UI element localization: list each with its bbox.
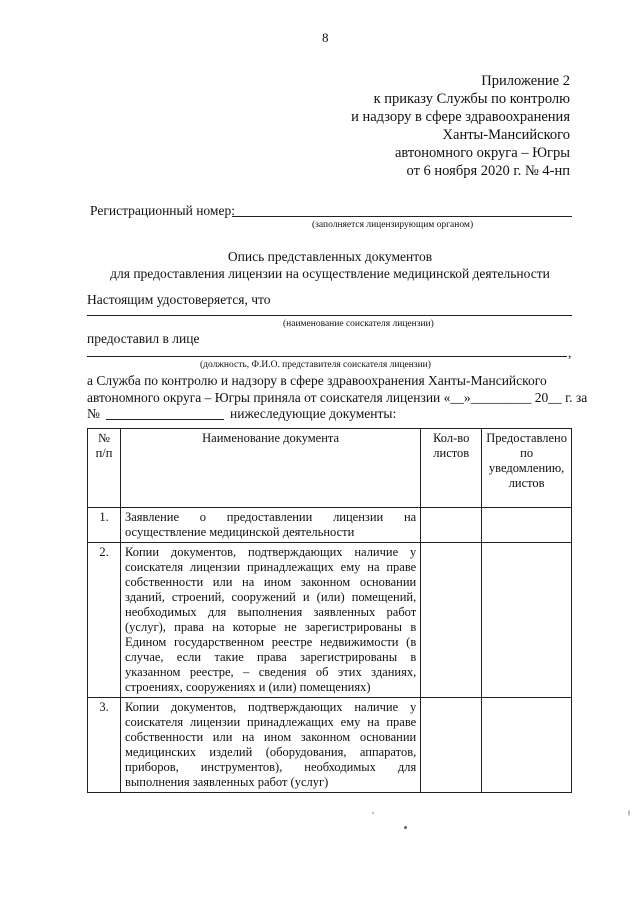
header-sheets: Кол-во листов — [421, 429, 482, 508]
acceptance-line-2: автономного округа – Югры приняла от соискателя лицензии «__»_________ 20__ г. за — [87, 390, 588, 405]
applicant-name-line — [87, 315, 572, 316]
certify-text: Настоящим удостоверяется, что — [87, 292, 271, 307]
row-sheets — [421, 698, 482, 793]
acceptance-line-3: нижеследующие документы: — [230, 406, 397, 421]
registration-number-line — [232, 216, 572, 217]
table-row — [88, 698, 572, 793]
row-notified — [482, 543, 572, 698]
header-name: Наименование документа — [121, 429, 421, 508]
row-text: Копии документов, подтверждающих наличие у соискателя лицензии принадлежащих ему на праве собственности или на ином законном основании зданий, строений, сооружений и (или) помещений, необходимых для выполнения заявленных работ (услуг), права на которые не зарегистрированы в Едином государственном реестре недвижимости (в случае, если такие права зарегистрированы в указанном реестре, – сведения об этих зданиях, строениях, сооружениях и (или) помещениях) — [121, 543, 421, 698]
table-header-row — [88, 429, 572, 508]
row-num: 2. — [88, 543, 121, 698]
appendix-header — [250, 72, 570, 180]
registration-note: (заполняется лицензирующим органом) — [312, 220, 474, 230]
scan-speck — [372, 812, 374, 814]
appendix-line: и надзору в сфере здравоохранения — [351, 109, 570, 125]
represented-by-text: предоставил в лице — [87, 331, 200, 346]
row-sheets — [421, 543, 482, 698]
document-title — [90, 248, 570, 282]
header-notified: Предоставлено по уведомлению, листов — [482, 429, 572, 508]
row-notified — [482, 698, 572, 793]
acceptance-line-1: а Служба по контролю и надзору в сфере здравоохранения Ханты-Мансийского — [87, 373, 547, 388]
row-notified — [482, 508, 572, 543]
row-sheets — [421, 508, 482, 543]
documents-table — [87, 428, 572, 793]
table-row — [88, 508, 572, 543]
appendix-line: к приказу Службы по контролю — [373, 91, 570, 107]
representative-line — [87, 356, 567, 357]
acceptance-number-line — [106, 419, 224, 420]
comma: , — [568, 345, 572, 360]
table-row — [88, 543, 572, 698]
row-text: Заявление о предоставлении лицензии на осуществление медицинской деятельности — [121, 508, 421, 543]
applicant-note: (наименование соискателя лицензии) — [283, 319, 434, 329]
title-line: для предоставления лицензии на осуществление медицинской деятельности — [110, 266, 550, 281]
appendix-line: автономного округа – Югры — [394, 145, 570, 161]
page-number: 8 — [322, 30, 329, 45]
row-num: 1. — [88, 508, 121, 543]
appendix-line: Приложение 2 — [481, 73, 570, 89]
row-num: 3. — [88, 698, 121, 793]
header-num: № п/п — [88, 429, 121, 508]
appendix-line: Ханты-Мансийского — [442, 127, 570, 143]
representative-note: (должность, Ф.И.О. представителя соискателя лицензии) — [200, 360, 431, 370]
acceptance-number-sign: № — [87, 406, 100, 421]
scan-speck — [628, 810, 630, 816]
scan-speck — [404, 826, 407, 829]
appendix-line: от 6 ноября 2020 г. № 4-нп — [406, 163, 570, 179]
title-line: Опись представленных документов — [227, 249, 433, 264]
registration-label: Регистрационный номер: — [90, 203, 235, 218]
row-text: Копии документов, подтверждающих наличие у соискателя лицензии принадлежащих ему на праве собственности или на ином законном основании медицинских изделий (оборудования, аппаратов, приборов, инструментов), необходимых для выполнения заявленных работ (услуг) — [121, 698, 421, 793]
